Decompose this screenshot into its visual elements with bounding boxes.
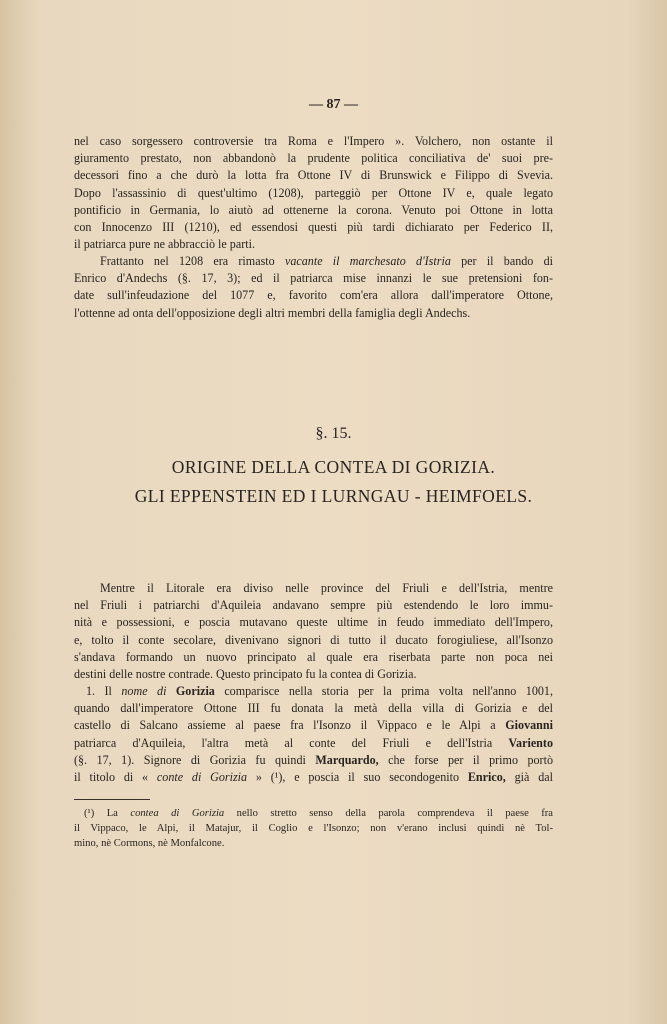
text-line: nel caso sorgessero controversie tra Roma e l'Impero ». Volchero, non ostante il	[74, 134, 553, 148]
italic-phrase: conte di Gorizia	[156, 770, 248, 785]
italic-phrase: vacante il marchesato d'Istria	[284, 254, 451, 268]
text-line: pontificio in Germania, lo aiutò ad ottenerne la corona. Venuto poi Ottone in lotta	[74, 202, 553, 217]
second-paragraph	[74, 253, 553, 322]
text-line: date sull'infeudazione del 1077 e, favorito com'era allora dall'imperatore Ottone,	[74, 288, 553, 303]
text-line: l'ottenne ad onta dell'opposizione degli altri membri della famiglia degli Andechs.	[74, 305, 471, 320]
text-line: il Vippaco, le Alpi, il Matajur, il Coglio e l'Isonzo; non v'erano inclusi quindi nè Tol-	[74, 823, 553, 834]
bold-name: Enrico,	[467, 770, 506, 785]
text-line: (§. 17, 1). Signore di Gorizia fu quindi Marquardo, che forse per il primo portò	[74, 752, 553, 767]
text-line: decessori fino a che durò la lotta fra Ottone IV di Brunswick e Filippo di Svevia.	[74, 168, 553, 183]
text-line: castello di Salcano assieme al paese fra l'Isonzo il Vippaco e le Alpi a Giovanni	[74, 718, 553, 733]
text-line: il titolo di « conte di Gorizia » (¹), e poscia il suo secondogenito Enrico, già dal	[74, 770, 553, 785]
text-line: Dopo l'assassinio di quest'ultimo (1208), parteggiò per Ottone IV e, quale legato	[74, 185, 553, 200]
text-line: destini delle nostre contrade. Questo principato fu la contea di Gorizia.	[74, 667, 417, 682]
footnote-divider	[74, 799, 150, 800]
text-line: Enrico d'Andechs (§. 17, 3); ed il patriarca mise innanzi le sue pretensioni fon-	[74, 271, 553, 286]
bold-name: Marquardo,	[315, 752, 379, 767]
section-title-line-1: ORIGINE DELLA CONTEA DI GORIZIA.	[171, 457, 496, 477]
italic-phrase: contea di Gorizia	[130, 808, 225, 819]
text-line: giuramento prestato, non abbandonò la prudente politica conciliativa de' suoi pre-	[74, 151, 553, 166]
main-paragraph	[74, 580, 553, 683]
text-line: (¹) La contea di Gorizia nello stretto senso della parola comprendeva il paese fra	[84, 808, 554, 819]
text-line: Frattanto nel 1208 era rimasto vacante il marchesato d'Istria per il bando di	[100, 254, 554, 268]
section-title-line-2: GLI EPPENSTEIN ED I LURNGAU - HEIMFOELS.	[134, 486, 533, 506]
bold-name: Giovanni	[505, 718, 553, 733]
text-line: Mentre il Litorale era diviso nelle province del Friuli e dell'Istria, mentre	[100, 581, 553, 595]
text-line: quando dall'imperatore Ottone III fu donata la metà della villa di Gorizia e del	[74, 701, 553, 716]
text-line: nità e possessioni, e poscia mutavano queste ultime in feudo immediato dell'Impero,	[74, 615, 553, 630]
bold-name: Variento	[508, 735, 553, 750]
text-line: mino, nè Cormons, nè Monfalcone.	[74, 838, 225, 849]
text-line: s'andava formando un nuovo principato al quale era riserbata parte non poca nei	[74, 649, 553, 664]
text-line: e, tolto il conte secolare, divenivano signori di tutto il ducato forogiuliese, all'Isonzo	[74, 632, 553, 647]
top-paragraph	[74, 133, 553, 253]
numbered-paragraph	[74, 683, 553, 786]
text-line: patriarca d'Aquileia, l'altra metà al conte del Friuli e dell'Istria Variento	[74, 735, 553, 750]
footnote	[74, 806, 553, 851]
bold-name: Gorizia	[175, 684, 215, 698]
text-line: il patriarca pure ne abbracciò le parti.	[74, 237, 255, 252]
page-number: — 87 —	[309, 97, 358, 112]
section-number: §. 15.	[315, 425, 352, 442]
text-line: con Innocenzo III (1210), ed essendosi questi più tardi dichiarato per Federico II,	[74, 220, 553, 235]
text-line: nel Friuli i patriarchi d'Aquileia andavano sempre più estendendo le loro immu-	[74, 598, 553, 613]
text-line: 1. Il nome di Gorizia comparisce nella storia per la prima volta nell'anno 1001,	[86, 684, 553, 698]
